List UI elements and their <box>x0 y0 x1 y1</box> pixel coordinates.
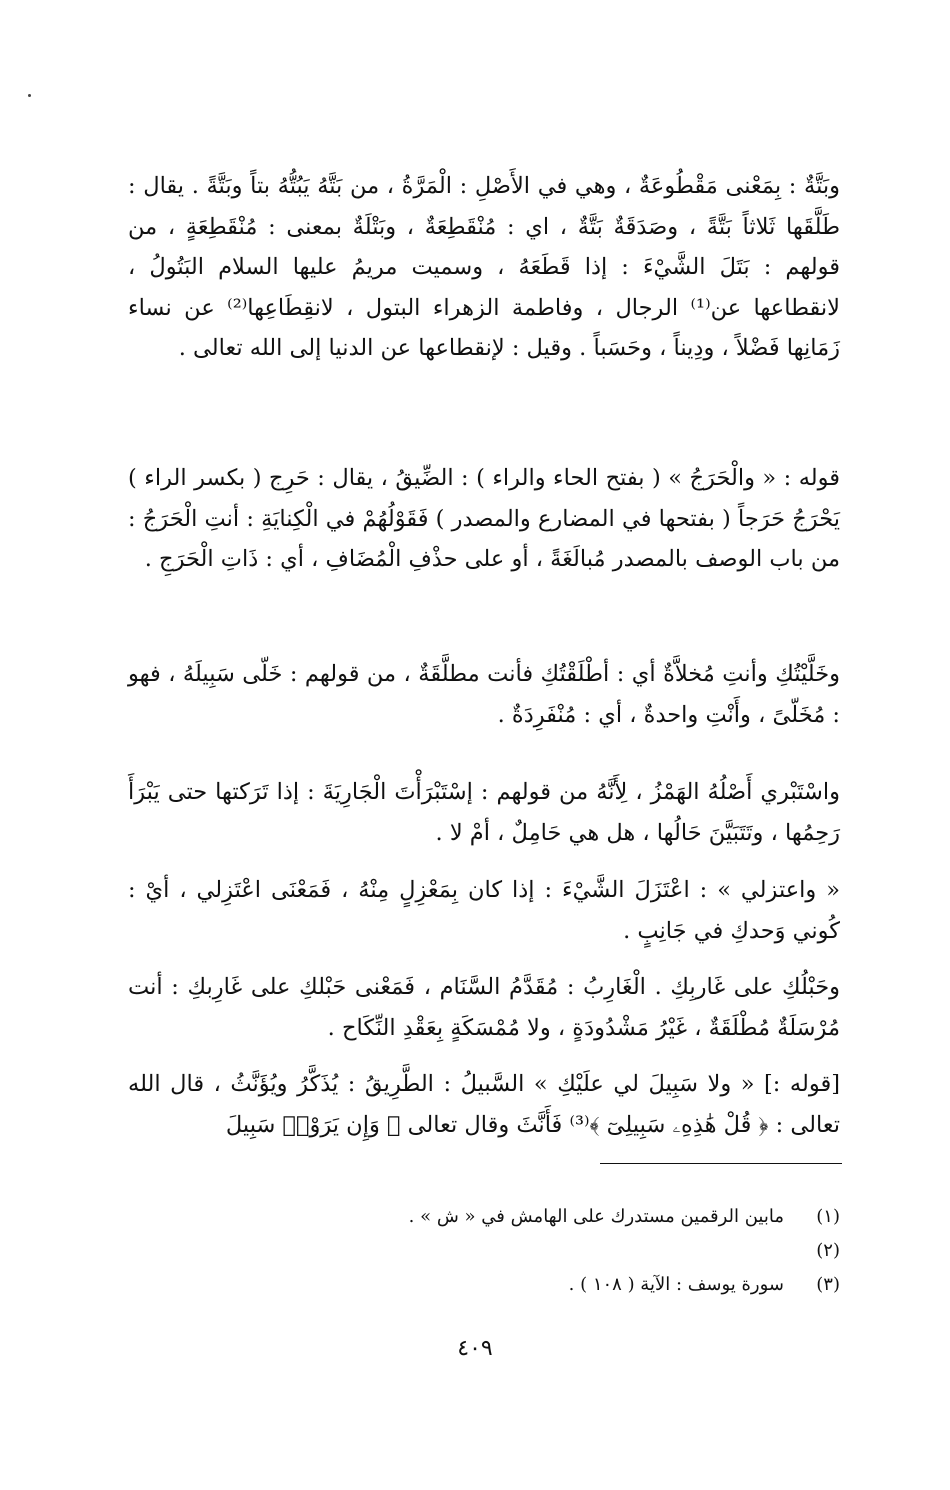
paragraph-habluki <box>128 967 840 1048</box>
margin-speck <box>28 94 31 97</box>
paragraph-text: قوله : « والْحَرَجُ » ( بفتح الحاء والراء ) : الضِّيقُ ، يقال : حَرِج ( بكسر الراء ) يَحْرَجُ حَرَجاً ( بفتحها في المضارع والمصدر ) فَقَوْلُهُمْ في الْكِنايَةِ : أنتِ الْحَرَجُ : من باب الوصف بالمصدر مُبالَغَةً ، أو على حذْفِ الْمُضَافِ ، أي : ذَاتِ الْحَرَجِ . <box>128 465 840 572</box>
footnotes <box>128 1200 840 1302</box>
footnote-number: (٢) <box>816 1240 840 1261</box>
paragraph-sabil <box>128 1064 840 1145</box>
footnote-item <box>128 1200 840 1234</box>
page-number: ٤٠٩ <box>457 1336 493 1361</box>
paragraph-istabri <box>128 772 840 853</box>
paragraph-text: [قوله :] « ولا سَبِيلَ لي علَيْكِ » السَّبيلُ : الطَّرِيقُ : يُذَكَّرُ ويُؤَنَّثُ ، قال الله تعالى : ﴿ قُلْ هَٰذِهِۦ سَبِيلِىٓ ﴾⁽³⁾ فَأَنَّثَ وقال تعالى ﴿ وَإِن يَرَوْا۟ سَبِيلَ <box>128 1071 840 1138</box>
footnote-text: سورة يوسف : الآية ( ١٠٨ ) . <box>568 1274 784 1295</box>
footnote-text: مابين الرقمين مستدرك على الهامش في « ش » . <box>408 1206 784 1227</box>
paragraph-itazili <box>128 870 840 951</box>
paragraph-haraj <box>128 458 840 580</box>
paragraph-text: وبَتَّةٌ : بِمَعْنى مَقْطُوعَةٌ ، وهي في الأَصْلِ : الْمَرَّةُ ، من بَتَّهُ يَبُتُّهُ بتاً وبَتَّةً . يقال : طَلَّقَها ثَلاثاً بَتَّةً ، وصَدَقَةٌ بَتَّةٌ ، اي : مُنْقَطِعَةٌ ، وبَتْلَةٌ بمعنى : مُنْقَطِعَةٍ ، من قولهم : بَتَلَ الشَّيْءَ : إذا قَطَعَهُ ، وسميت مريمُ عليها السلام البَتُولُ ، لانقطاعها عن⁽¹⁾ الرجال ، وفاطمة الزهراء البتول ، لانقِطَاعِها⁽²⁾ عن نساء زَمَانِها فَضْلاً ، ودِيناً ، وحَسَباً . وقيل : لإنقطاعها عن الدنيا إلى الله تعالى . <box>128 173 840 361</box>
paragraph-batta <box>128 166 840 369</box>
paragraph-text: « واعتزلي » : اعْتَزَلَ الشَّيْءَ : إذا كان بِمَعْزِلٍ مِنْهُ ، فَمَعْنَى اعْتَزِلي ، أيْ : كُوني وَحدكِ في جَانِبٍ . <box>128 877 840 944</box>
footnote-number: (١) <box>816 1206 840 1227</box>
footnote-text <box>784 1234 800 1268</box>
footnote-item <box>128 1234 840 1268</box>
footnote-divider <box>600 1163 842 1164</box>
paragraph-text: وحَبْلُكِ على غَاربِكِ . الْغَارِبُ : مُقَدَّمُ السَّنَام ، فَمَعْنى حَبْلكِ على غَارِبكِ : أنت مُرْسَلَةٌ مُطْلَقَةٌ ، غَيْرُ مَشْدُودَةٍ ، ولا مُمْسَكَةٍ بِعَقْدِ النِّكَاح . <box>128 974 840 1041</box>
footnote-item <box>128 1268 840 1302</box>
paragraph-text: وخَلَّيْتُكِ وأنتِ مُخلاَّةٌ أي : أطْلَقْتُكِ فأنت مطلَّقَةٌ ، من قولهم : خَلّى سَبِيلَهُ ، فهو : مُخَلّىً ، وأَنْتِ واحدةٌ ، أي : مُنْفَرِدَةٌ . <box>128 661 840 728</box>
paragraph-text: واسْتَبْري أَصْلُهُ الهَمْزُ ، لِأَنَّهُ من قولهم : إسْتَبْرَأْتَ الْجَارِيَةَ : إذا تَرَكتها حتى يَبْرَأَ رَحِمُها ، وتَتَبَيَّنَ حَالُها ، هل هي حَامِلٌ ، أمْ لا . <box>128 779 840 846</box>
paragraph-khallaytuki <box>128 654 840 735</box>
footnote-number: (٣) <box>816 1274 840 1295</box>
